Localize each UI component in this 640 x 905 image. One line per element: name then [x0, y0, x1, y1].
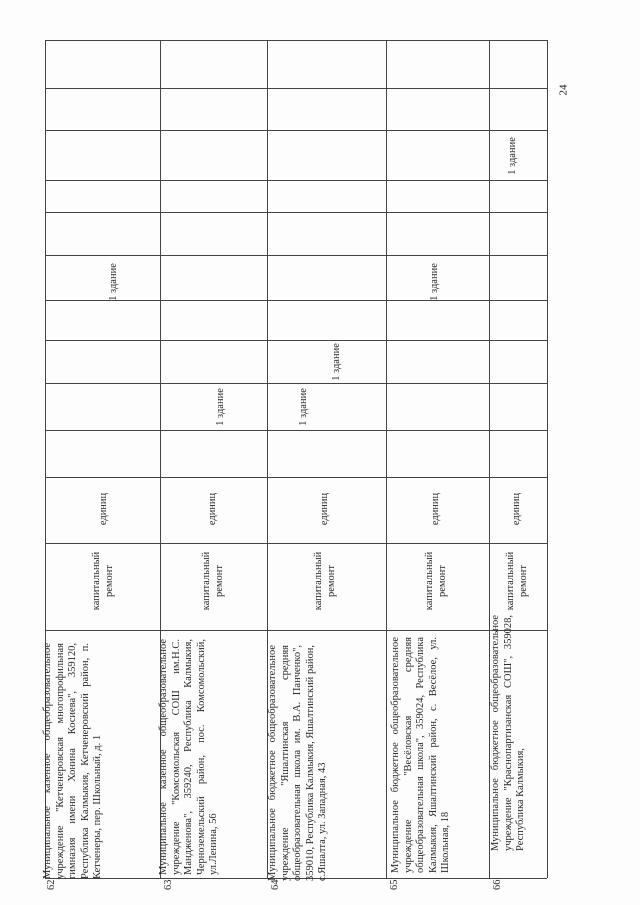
row-64-building-count-b: 1 здание [331, 343, 342, 381]
row-62-institution: Муниципальное казенное общеобразовательное учреждение "Кетченеровская многопрофильная гимназия имени Хонина Косиева", 359120, Республика Калмыкия, Кетченеровский район, п. Кетченеры, пер. Школьный, д. 1 [42, 643, 103, 879]
col-separator-3 [45, 180, 547, 181]
row-64-number: 64 [270, 879, 281, 890]
col-separator-5 [45, 255, 547, 256]
row-66-unit: единиц [511, 492, 522, 526]
row-62-number: 62 [46, 879, 57, 890]
row-65-building-count: 1 здание [429, 263, 440, 301]
row-62-building-count: 1 здание [108, 263, 119, 301]
col-separator-7 [45, 340, 547, 341]
row-66-number: 66 [492, 879, 503, 890]
col-separator-1 [45, 88, 547, 89]
col-separator-2 [45, 130, 547, 131]
col-separator-8 [45, 383, 547, 384]
col-separator-10 [45, 477, 547, 478]
col-separator-11 [45, 543, 547, 544]
table-border-top [45, 40, 547, 41]
row-65-work-type: капитальный ремонт [424, 551, 448, 611]
table-border-right [547, 40, 548, 878]
row-separator-64-65 [386, 40, 387, 878]
row-62-work-type: капитальный ремонт [91, 551, 115, 611]
row-65-institution: Муниципальное бюджетное общеобразовательное учреждение "Весёловская средняя общеобразовательная школа", 359024, Республика Калмыкия, Яшалтинский район, с. Весёлое, ул. Школьная, 18 [390, 637, 451, 873]
row-66-institution: Муниципальное бюджетное общеобразовательное учреждение "Краснопартизанская СОШ", 359028, Республика Калмыкия, [490, 615, 526, 851]
row-63-institution: Муниципальное казенное общеобразовательное учреждение "Комсомольская СОШ им.Н.С. Мандженова", 359240, Республика Калмыкия, Черноземельский район, пос. Комсомольский, ул.Ленина, 56 [158, 639, 219, 875]
row-63-number: 63 [163, 879, 174, 890]
col-separator-4 [45, 212, 547, 213]
row-63-unit: единиц [207, 492, 218, 526]
row-65-unit: единиц [430, 492, 441, 526]
row-66-building-count: 1 здание [507, 137, 518, 175]
row-66-work-type: капитальный ремонт [505, 551, 529, 611]
row-65-number: 65 [389, 879, 400, 890]
col-separator-12 [45, 630, 547, 631]
row-64-building-count-a: 1 здание [298, 388, 309, 426]
page-number: 24 [557, 84, 570, 96]
row-64-work-type: капитальный ремонт [313, 551, 337, 611]
row-63-building-count: 1 здание [215, 388, 226, 426]
row-64-institution: Муниципальное бюджетное общеобразовательное учреждение "Яшалтинская средняя общеобразовательная школа им. В.А. Панченко", 359010, Республика Калмыкия, Яшалтинский район, с.Яшалта, ул. Западная, 43 [267, 645, 328, 881]
row-63-work-type: капитальный ремонт [201, 551, 225, 611]
col-separator-9 [45, 430, 547, 431]
row-62-unit: единиц [98, 492, 109, 526]
row-64-unit: единиц [319, 492, 330, 526]
